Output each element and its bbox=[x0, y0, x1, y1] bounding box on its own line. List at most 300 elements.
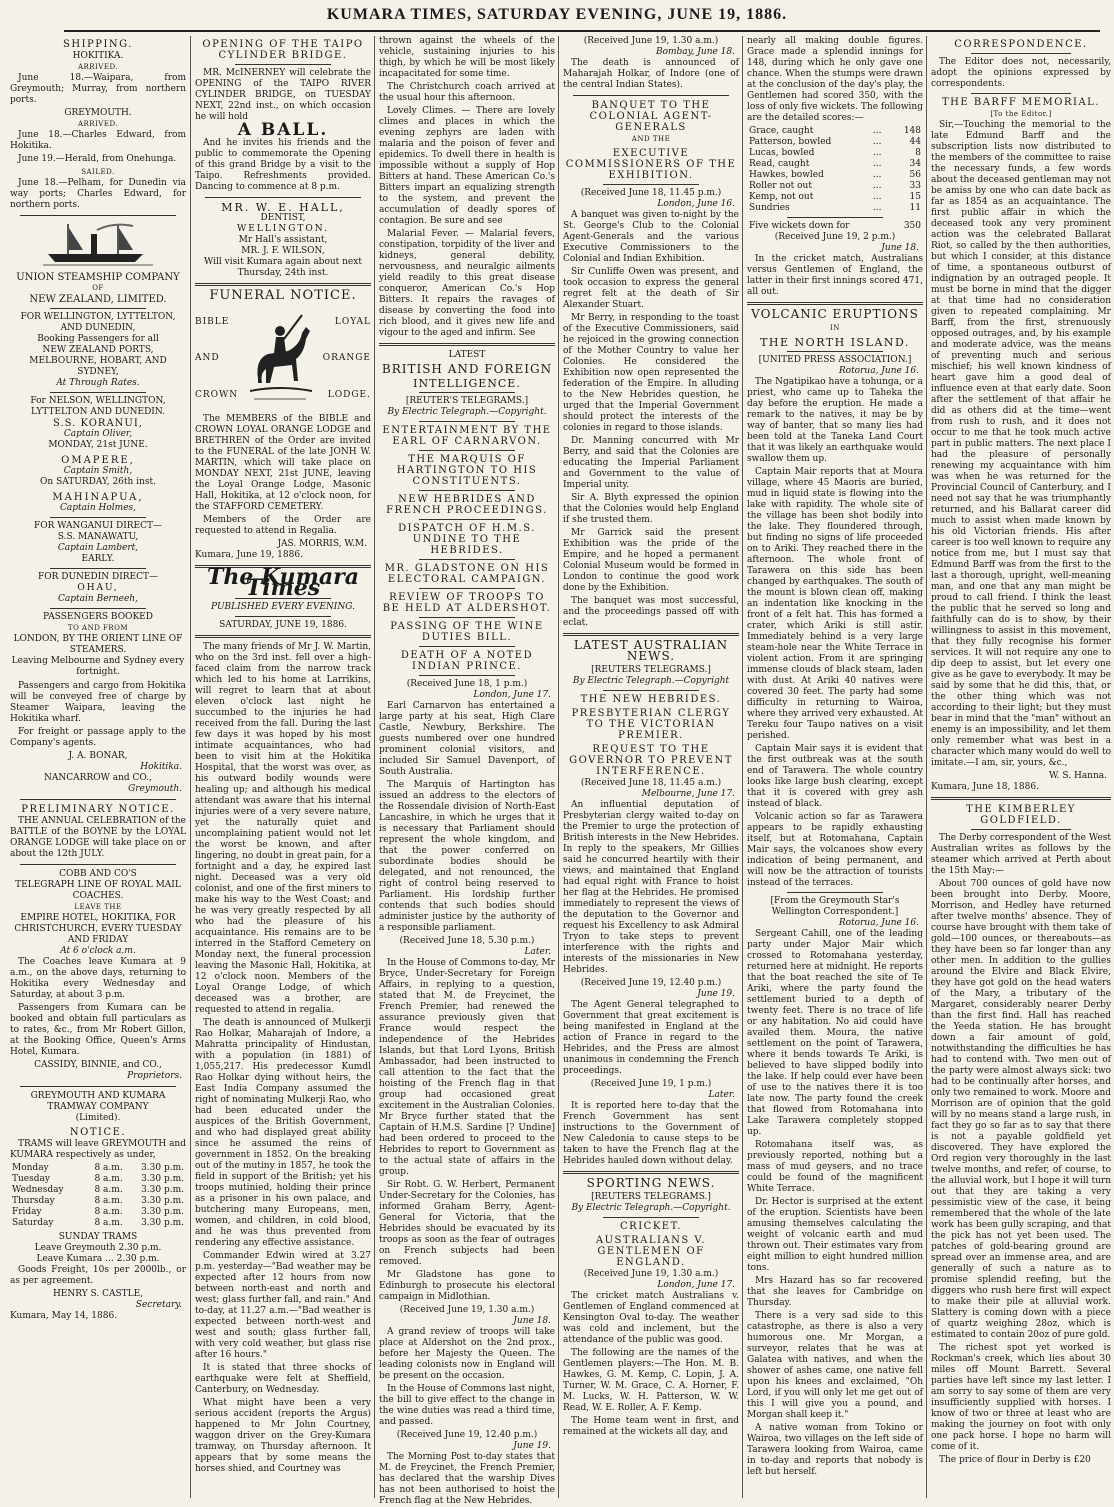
tram-cell: Monday bbox=[12, 1163, 49, 1173]
united-press-label: [UNITED PRESS ASSOCIATION.] bbox=[758, 355, 912, 365]
total-label: Five wickets down for bbox=[749, 221, 850, 231]
divider bbox=[235, 64, 331, 65]
divider bbox=[419, 450, 515, 451]
editor-disclaimer: The Editor does not, necessarily, adopt the opinions expressed by correspondents. bbox=[931, 57, 1111, 89]
column-4 bbox=[558, 36, 739, 1498]
prelim-heading: PRELIMINARY NOTICE. bbox=[21, 804, 175, 815]
tram-timetable bbox=[10, 1163, 186, 1229]
ship-name: OHAU, bbox=[77, 583, 119, 593]
dateline: Melbourne, June 17. bbox=[641, 789, 735, 799]
score-cell: Patterson, bowled bbox=[749, 137, 832, 147]
arrived-label: ARRIVED. bbox=[77, 120, 119, 128]
divider bbox=[205, 197, 361, 198]
british-foreign-heading: BRITISH AND FOREIGN bbox=[381, 362, 553, 376]
column-5 bbox=[742, 36, 923, 1498]
ship-captain: Captain Oliver, bbox=[63, 429, 133, 439]
divider bbox=[419, 588, 515, 589]
dentist-title: DENTIST, bbox=[260, 213, 306, 223]
score-row bbox=[747, 137, 923, 148]
sunday-kumara: Leave Kumara ... 2.30 p.m. bbox=[36, 1254, 160, 1264]
taipo-heading: OPENING OF THE TAIPO CYLINDER BRIDGE. bbox=[202, 39, 364, 61]
volcanic-p10: A native woman from Tokino or Wairoa, two villages on the left side of Tarawera looking from Wairoa, came in to-day and reports that nobody is left but herself. bbox=[747, 1423, 923, 1477]
volcanic-heading: VOLCANIC ERUPTIONS bbox=[751, 307, 919, 321]
holkar-paragraph: The death is announced of Maharajah Holkar, of Indore (one of the central Indian States). bbox=[563, 58, 739, 90]
score-cell: Lucas, bowled bbox=[749, 148, 815, 158]
score-cell: Read, caught bbox=[749, 159, 810, 169]
usc-route2: For NELSON, WELLINGTON, LYTTELTON AND DUNEDIN. bbox=[30, 396, 166, 417]
goods-freight: Goods Freight, 10s per 2000lb., or as per agreement. bbox=[10, 1265, 186, 1286]
cobb-proprietors-label: Proprietors. bbox=[127, 1071, 182, 1081]
funeral-heading: FUNERAL NOTICE. bbox=[209, 288, 357, 303]
divider bbox=[419, 421, 515, 422]
volcanic-p8: Mrs Hazard has so far recovered that she leaves for Cambridge on Thursday. bbox=[747, 1276, 923, 1308]
divider bbox=[563, 1171, 739, 1174]
kimberley-p4: The price of flour in Derby is £20 bbox=[939, 1455, 1091, 1465]
ship-date: On SATURDAY, 26th inst. bbox=[40, 477, 156, 487]
divider bbox=[603, 1217, 699, 1218]
kimberley-p2: About 700 ounces of gold have now been brought into Derby. Moore, Morrison, and Hedley have returned after twelve months' absence. They of course have brought with them take of gold—100 ounces, or thereabouts—as they have been so far longer than any other men. In addition to the gullies around the Elvire and Black Elvire, they have got gold on the head waters of the Mary, a tributary of the Margaret, considerably nearer Derby than the first find. Hall has reached the Yeeda station. He has brought down a fair amount of gold, notwithstanding the difficulties he has had to contend with. Two men out of the party were almost always sick: two had to be continually after horses, and only two remained to work. Moore and Morrison are of opinion that the gold will by no means stand a large rush, in fact they go so far as to say that there is not a payable goldfield yet discovered. They have explored the Ord region very thoroughly in the last twelve months, and refer, of course, to the alluvial work, but I hope it will turn out that they are taking a very pessimistic view of the case, it being remembered that the whole of the late work has been gully scraping, and that the pick has not yet been used. The patches of gold-bearing ground are spread over an immense area, and are generally of such a nature as to promise splendid reefing, but the diggers who rush here first will expect to make their pile at alluvial work. Slattery is coming down with a piece of quartz weighing 28oz, which is estimated to contain 20oz of pure gold. bbox=[931, 879, 1111, 1340]
new-hebrides-heading: THE NEW HEBRIDES. bbox=[580, 694, 722, 705]
horseman-emblem-icon bbox=[240, 309, 320, 409]
headline: DEATH OF A NOTED INDIAN PRINCE. bbox=[400, 650, 534, 672]
tram-cell: 3.30 p.m. bbox=[141, 1163, 184, 1173]
barff-letter: Sir,—Touching the memorial to the late Edmund Barff and the subscription lists now distributed to the members of the committee to raise the necessary funds, a few words about the deceased gentleman may not be amiss by one who can date back as far as 1854 as an acquaintance. The first public affair in which the deceased took any very prominent action was the celebrated Ballarat Riot, so called by the then authorities, but which I consider, at this distance of time, a spontaneous outburst of indignation by an outraged people. It must be borne in mind that the digger at that time had no consideration given to repeated complaining. Mr Barff, from the first, strenuously opposed outrages, and, by his example and moderate advice, was the means of preventing much and serious mischief; his well known kindness of heart gave him a good deal of influence even at that early date. Soon after the settlement of that affair he did as others did at the time—went from rush to rush, and it does not occur to me that he took much active part in public matters. The next place I had the pleasure of personally renewing my acquaintance with him was when he was returned for the Provincial Council of Canterbury, and I need not say that he was triumphantly returned, and his Ballarat career did much to assist when made known by his old Victorian friends. His after career is too well known to require any notice from me, but I must say that Edmund Barff was from the first to the last a thorough, upright, well-meaning man, and one that any man might be proud to call friend. I think the least the public that he served so long and faithfully can do is to show, by their willingness to assist in this movement, that they fully recognise his former services. It will not require any one to dip deep to assist, but let every one give as he gave to everybody. It may be said by some that he did this, that, or the other thing which was not according to their light; but they must bear in mind that the "man" without an enemy is an impossibility, and let them only remember what was best in a character which many would do well to imitate.—I am, sir, yours, &c., bbox=[931, 120, 1111, 768]
received-line: (Received June 18, 11.45 a.m.) bbox=[580, 778, 722, 788]
tram-row bbox=[10, 1185, 186, 1196]
route-dunedin: FOR DUNEDIN DIRECT— bbox=[37, 572, 159, 582]
ship-name: OMAPERE, bbox=[61, 455, 135, 466]
masthead-rule bbox=[64, 30, 1100, 32]
greymouth-heading: GREYMOUTH. bbox=[64, 108, 132, 118]
score-cell: 33 bbox=[909, 181, 921, 191]
dateline: London, June 17. bbox=[473, 690, 551, 700]
steamship-icon bbox=[43, 220, 153, 268]
hokitika-arrivals: June 18.—Waipara, from Greymouth; Murray, from northern ports. bbox=[10, 73, 186, 105]
divider bbox=[931, 797, 1111, 800]
lodge-word: ORANGE bbox=[322, 353, 371, 364]
divider bbox=[419, 490, 515, 491]
cobb-text: The Coaches leave Kumara at 9 a.m., on the above days, returning to Hokitika every Wednesday and Saturday, at about 3 p.m. bbox=[10, 957, 186, 1000]
score-cell: ... bbox=[872, 137, 882, 147]
lodge-word: BIBLE bbox=[195, 316, 230, 327]
morning-post-paragraph: The Morning Post to-day states that M. de Freycinet, the French Premier, has declared that the warship Dives has not been authorised to hoist the French flag at the New Hebrides. bbox=[379, 1452, 555, 1506]
dateline: Later. bbox=[524, 947, 551, 957]
banquet-p6: Mr Garrick said the present Exhibition was the pride of the Empire, and he hoped a permanent Colonial Museum would be formed in London to continue the good work done by the Exhibition. bbox=[563, 528, 739, 593]
received-line: (Received June 18, 11.45 p.m.) bbox=[580, 188, 722, 198]
tram-cell: 8 a.m. bbox=[94, 1196, 123, 1206]
scores-table bbox=[747, 126, 923, 214]
notice-date: Kumara, May 14, 1886. bbox=[10, 1311, 118, 1321]
masthead: KUMARA TIMES, SATURDAY EVENING, JUNE 19, 1886. bbox=[326, 6, 788, 23]
divider bbox=[787, 892, 883, 893]
volcanic-p4: Volcanic action so far as Tarawera appears to be rapidly exhausting itself, but at Rotomahana, Captain Mair says, the volcanoes show every indication of being permanent, and will now be the attraction of tourists instead of the terraces. bbox=[747, 812, 923, 888]
issue-date: SATURDAY, JUNE 19, 1886. bbox=[219, 620, 347, 630]
ship-date: MONDAY, 21st JUNE. bbox=[48, 440, 148, 450]
dateline: London, June 17. bbox=[657, 1280, 735, 1290]
freight-notice: For freight or passage apply to the Company's agents. bbox=[10, 727, 186, 748]
divider bbox=[971, 93, 1071, 94]
coach-paragraph: The Christchurch coach arrived at the usual hour this afternoon. bbox=[379, 82, 555, 103]
score-cell: 56 bbox=[909, 170, 921, 180]
divider bbox=[235, 616, 331, 617]
article-paragraph: The death is announced of Mulkerji Rao Holkar, Maharajah of Indore, a Mahratta principality of Hindustan, with a population (in 1881) of 1,055,217. His predecessor Kumdl Rao Holkar dying without heirs, the East India Company assumed the right of nominating Mulkerji Rao, who had been educated under the auspices of the British Government, and who had displayed great ability since he assumed the reins of government in 1852. On the breaking out of the mutiny in 1857, he took the field in support of the British; yet his troops mutinied, holding their prince as a prisoner in his own palace, and butchering many Europeans, men, women, and children, in cold blood, and he was thus prevented from rendering any effective assistance. bbox=[195, 1018, 371, 1248]
score-cell: Hawkes, bowled bbox=[749, 170, 824, 180]
deputation-paragraph: An influential deputation of Presbyterian clergy waited to-day on the Premier to urge the protection of British interests in the New Hebrides. In reply to the speakers, Mr Gillies said he concurred heartily with their views, and maintained that England had equal right with France to hoist her flag at the Hebrides. He promised immediately to represent the views of the deputation to the Governor and request his Excellency to ask Admiral Tryon to take steps to prevent interference with the rights and interests of the missionaries in New Hebrides. bbox=[563, 800, 739, 975]
tram-cell: 3.30 p.m. bbox=[141, 1207, 184, 1217]
divider bbox=[195, 283, 371, 286]
volcanic-p2: Captain Mair reports that at Moura village, where 45 Maoris are buried, mud in liquid state is flowing into the lake with rapidity. The whole site of the village has been shot bodily into the lake. They floundered through, but finding no signs of life proceeded on to Ariki. They reached there in the afternoon. The whole front of Tarawera on this side has been changed by earthquakes. The south of the mount is blown clean off, making an indentation like knocking in the front of a felt hat. This has formed a crater, which Ariki is still astir. Immediately behind is a very large steam-hole near the White Terrace in violent action. From it are springing immense clouds of black steam, laden with dust. At Ariki 40 natives were covered 30 feet. The party had some difficulty in returning to Wairoa, where they arrived very exhausted. At Tereku four Taupo natives on a visit perished. bbox=[747, 467, 923, 741]
divider bbox=[573, 95, 729, 96]
paper-title: The Kumara Times bbox=[206, 564, 360, 601]
column-1 bbox=[10, 36, 186, 1498]
presbyterian-heading: PRESBYTERIAN CLERGY TO THE VICTORIAN PREMIER. bbox=[571, 708, 731, 741]
tram-cell: Saturday bbox=[12, 1218, 54, 1228]
score-cell: Grace, caught bbox=[749, 126, 814, 136]
cricket-p1: The cricket match Australians v. Gentlemen of England commenced at Kensington Oval to-day. The weather was cold and inclement, but the attendance of the public was good. bbox=[563, 1291, 739, 1345]
reuters-label: [REUTERS TELEGRAMS.] bbox=[591, 665, 711, 675]
column-6 bbox=[926, 36, 1111, 1498]
divider bbox=[603, 184, 699, 185]
lodge-word: CROWN bbox=[195, 390, 239, 401]
cobb-subheading: TELEGRAPH LINE OF ROYAL MAIL COACHES. bbox=[15, 880, 181, 901]
received-line: (Received June 18, 1 p.m.) bbox=[406, 679, 528, 689]
divider bbox=[20, 799, 176, 800]
usc-of: OF bbox=[92, 284, 104, 292]
carnarvon-paragraph: Earl Carnarvon has entertained a large party at his seat, High Clare Castle, Newbury, Berkshire. The guests numbered over one hundred prominent colonial visitors, and included Sir Samuel Davenport, of South Australia. bbox=[379, 701, 555, 777]
score-row bbox=[747, 159, 923, 170]
agent-place: Hokitika. bbox=[140, 762, 182, 772]
divider bbox=[195, 635, 371, 638]
intelligence-heading: INTELLIGENCE. bbox=[413, 377, 521, 390]
cobb-leave: LEAVE THE bbox=[74, 903, 122, 911]
tram-row bbox=[10, 1196, 186, 1207]
article-paragraph: It is stated that three shocks of earthquake were felt at Sheffield, Canterbury, on Wednesday. bbox=[195, 1363, 371, 1395]
received-line: (Received June 18, 5.30 p.m.) bbox=[399, 936, 535, 946]
score-cell: ... bbox=[872, 126, 882, 136]
agent-name: J. A. BONAR, bbox=[68, 751, 128, 761]
headlines-list bbox=[379, 421, 555, 676]
divider bbox=[419, 392, 515, 393]
lodge-word: LODGE. bbox=[327, 390, 371, 401]
greymouth-arrivals: June 18.—Charles Edward, from Hokitika. bbox=[10, 130, 186, 151]
ship-captain: Captain Berneeh, bbox=[58, 594, 138, 604]
divider bbox=[50, 517, 146, 518]
divider bbox=[971, 829, 1071, 830]
volcanic-p6: Rotomahana itself was, as previously reported, nothing but a mass of mud geysers, and no trace could be found of the magnificent White Terrace. bbox=[747, 1140, 923, 1194]
divider bbox=[379, 343, 555, 346]
review-paragraph: A grand review of troops will take place at Aldershot on the 2nd prox., before her Majesty the Queen. The leading colonists now in England will be present on the occasion. bbox=[379, 1327, 555, 1381]
tram-limited: (Limited). bbox=[75, 1113, 121, 1123]
tram-row bbox=[10, 1174, 186, 1185]
score-cell: 44 bbox=[909, 137, 921, 147]
tram-cell: Thursday bbox=[12, 1196, 55, 1206]
dateline: June 18. bbox=[881, 243, 919, 253]
gladstone-paragraph: Mr Gladstone has gone to Edinburgh to prosecute his electoral campaign in Midlothian. bbox=[379, 1270, 555, 1302]
score-cell: Sundries bbox=[749, 203, 790, 213]
score-cell: ... bbox=[872, 203, 882, 213]
received-line: (Received June 19, 1.30 a.m.) bbox=[583, 1269, 719, 1279]
divider bbox=[50, 308, 146, 309]
lodge-left-words bbox=[195, 304, 238, 414]
dateline: London, June 16. bbox=[657, 199, 735, 209]
latest-australian-heading: LATEST AUSTRALIAN NEWS. bbox=[573, 638, 729, 663]
volcanic-p7: Dr. Hector is surprised at the extent of the eruption. Scientists have been amusing themselves calculating the weight of volcanic earth and mud thrown out. Their estimates vary from eight million to eight hundred million tons. bbox=[747, 1197, 923, 1273]
divider bbox=[50, 608, 146, 609]
received-line: (Received June 19, 2 p.m.) bbox=[774, 232, 896, 242]
article-paragraph: The many friends of Mr J. W. Martin, who on the 3rd inst. fell over a high-faced claim from the narrow track which led to his home at Larrikins, will regret to learn that at about eleven o'clock last night he succumbed to the injuries he had received from the fall. During the last few days it was hoped by his most intimate acquaintances, who had been to visit him at the Hokitika Hospital, that the worst was over, as his outward bodily wounds were healing up; and although his medical attendant was aware that his internal injuries were of a very severe nature, yet the naturally quiet and uncomplaining patient would not let the worst be known, and after lingering, no doubt in great pain, for a fortnight and a day, he expired last night. Deceased was a very old colonist, and one of the first miners to make his way to the West Coast; and he was very greatly respected by all who had the pleasure of his acquaintance. His remains are to be interred in the Stafford Cemetery on Monday next, the funeral procession leaving the Masonic Hall, Hokitika, at 12 o'clock noon. Members of the Loyal Orange Lodge, of which deceased was a brother, are requested to attend in regalia. bbox=[195, 642, 371, 1015]
headline: PASSING OF THE WINE DUTIES BILL. bbox=[390, 621, 544, 643]
cricket-match-heading: AUSTRALIANS V. GENTLEMEN OF ENGLAND. bbox=[595, 1235, 707, 1268]
passengers-booked: PASSENGERS BOOKED bbox=[43, 612, 153, 622]
headline: MR. GLADSTONE ON HIS ELECTORAL CAMPAIGN. bbox=[384, 563, 550, 585]
funeral-signature: JAS. MORRIS, W.M. bbox=[277, 539, 367, 549]
secretary-label: Secretary. bbox=[135, 1300, 182, 1310]
secretary-name: HENRY S. CASTLE, bbox=[52, 1289, 144, 1299]
ship-name: MAHINAPUA, bbox=[52, 492, 144, 503]
dentist-assistant: Mr Hall's assistant, bbox=[238, 235, 328, 245]
herbert-paragraph: Sir Robt. G. W. Herbert, Permanent Under-Secretary for the Colonies, has informed Graham Berry, Agent-General for Victoria, that the Hebrides should be evacuated by its troops as soon as the fear of outrages on French subjects had been removed. bbox=[379, 1180, 555, 1267]
funeral-text: The MEMBERS of the BIBLE and CROWN LOYAL ORANGE LODGE and BRETHREN of the Order are invited to the FUNERAL of the late JONH W. MARTIN, which will take place on MONDAY NEXT, 21st JUNE, leaving the Loyal Orange Lodge, Masonic Hall, Hokitika, at 12 o'clock noon, for the STAFFORD CEMETERY. bbox=[195, 414, 371, 512]
headline: DISPATCH OF H.M.S. UNDINE TO THE HEBRIDES. bbox=[398, 523, 536, 556]
score-cell: ... bbox=[872, 181, 882, 191]
received-line: (Received June 19, 12.40 p.m.) bbox=[396, 1430, 538, 1440]
cricket-result: In the cricket match, Australians versus Gentlemen of England, the latter in their first innings scored 471, all out. bbox=[747, 254, 923, 297]
divider bbox=[787, 217, 883, 218]
sailed-label: SAILED. bbox=[81, 168, 115, 176]
ship-captain: Captain Smith, bbox=[63, 466, 133, 476]
sunday-trams: SUNDAY TRAMS bbox=[58, 1232, 138, 1242]
kimberley-heading: THE KIMBERLEY GOLDFIELD. bbox=[966, 804, 1076, 826]
hokitika-heading: HOKITIKA. bbox=[72, 51, 124, 61]
dateline: June 18. bbox=[513, 1316, 551, 1326]
score-cell: 11 bbox=[909, 203, 921, 213]
cricket-heading: CRICKET. bbox=[620, 1221, 682, 1232]
hartington-paragraph: The Marquis of Hartington has issued an address to the electors of the Rossendale division of North-East Lancashire, in which he urges that it is necessary that Parliament should represent the whole kingdom, and that the power conferred on subordinate bodies should be delegated, and not renounced, the right of control being reserved to Parliament. His lordship further contends that such bodies should administer justice by the authority of a responsible parliament. bbox=[379, 780, 555, 933]
cobb-route: EMPIRE HOTEL, HOKITIKA, FOR CHRISTCHURCH, EVERY TUESDAY AND FRIDAY bbox=[14, 913, 182, 945]
score-row bbox=[747, 192, 923, 203]
score-row bbox=[747, 203, 923, 214]
reuters-label: [REUTER'S TELEGRAMS.] bbox=[405, 396, 529, 406]
score-row bbox=[747, 126, 923, 137]
tram-row bbox=[10, 1207, 186, 1218]
wine-duties-paragraph: In the House of Commons last night, the bill to give effect to the change in the wine duties was read a third time, and passed. bbox=[379, 1384, 555, 1427]
score-cell: 34 bbox=[909, 159, 921, 169]
kimberley-p1: The Derby correspondent of the West Australian writes as follows by the steamer which arrived at Perth about the 15th May:— bbox=[931, 833, 1111, 876]
score-cell: 148 bbox=[903, 126, 921, 136]
prelim-text: THE ANNUAL CELEBRATION of the BATTLE of the BOYNE by the LOYAL ORANGE LODGE will take place on or about the 12th JULY. bbox=[10, 816, 186, 859]
ship-captain: Captain Lambert, bbox=[57, 543, 139, 553]
agent-name: NANCARROW and CO., bbox=[44, 773, 152, 783]
divider bbox=[603, 690, 699, 691]
usc-rates: At Through Rates. bbox=[56, 378, 140, 388]
tram-heading: GREYMOUTH AND KUMARA TRAMWAY COMPANY bbox=[30, 1091, 166, 1112]
and-the: AND THE bbox=[631, 135, 671, 143]
tram-cell: Wednesday bbox=[12, 1185, 64, 1195]
score-row bbox=[747, 181, 923, 192]
tram-row bbox=[10, 1163, 186, 1174]
kimberley-p3: The richest spot yet worked is Rockman's creek, which lies about 30 miles off Mount Barrett. Several parties have left since my last letter. I am sorry to say some of them are very insufficiently supplied with horses. I know of two or three at least who are making the journey on foot with only one pack horse. I hope no harm will come of it. bbox=[931, 1343, 1111, 1452]
volcanic-p5: Sergeant Cahill, one of the leading party under Major Mair which crossed to Rotomahana yesterday, returned here at midnight. He reports that the boat reached the site of Te Ariki, where the party found the settlement buried to a depth of twenty feet. There is no trace of life or any habitation. No aid could have availed them. Moura, the native settlement on the point of Tarawera, where it bends towards Te Ariki, is believed to have slipped bodily into the lake. If help could ever have been of use to the natives there it is too late now. The party found the creek that flowed from Rotomahana into Lake Tarawera completely stopped up. bbox=[747, 929, 923, 1137]
banquet-p1: A banquet was given to-night by the St. George's Club to the Colonial Agent-Generals and the various Executive Commissioners to the Colonial and Indian Exhibition. bbox=[563, 210, 739, 264]
usc-route1: FOR WELLINGTON, LYTTELTON, AND DUNEDIN, bbox=[20, 312, 176, 333]
score-cell: ... bbox=[872, 192, 882, 202]
banquet-p2: Sir Cunliffe Owen was present, and took occasion to express the general regret felt at the death of Sir Alexander Stuart. bbox=[563, 267, 739, 310]
ball-text: And he invites his friends and the public to commemorate the Opening of this grand Bridge by a visit to the Taipo. Refreshments provided. Dancing to commence at 8 p.m. bbox=[195, 138, 371, 192]
lodge-right-words bbox=[323, 304, 371, 414]
ship-name: S.S. KORANUI, bbox=[53, 418, 143, 429]
banquet-p5: Sir A. Blyth expressed the opinion that the Colonies would help England if she trusted them. bbox=[563, 493, 739, 525]
dentist-name: MR. W. E. HALL, bbox=[221, 201, 345, 214]
divider bbox=[20, 1086, 176, 1087]
tram-cell: 3.30 p.m. bbox=[141, 1185, 184, 1195]
banquet-p4: Dr. Manning concurred with Mr Berry, and said that the Colonies are educating the Imperial Parliament and Government to the value of Imperial unity. bbox=[563, 436, 739, 490]
lovely-climes-ad: Lovely Climes. — There are lovely climes and places in which the evening zephyrs are laden with malaria and the poison of fever and epidemics. To dwell there in health is impossible without a supply of Hop Bitters at hand. These American Co.'s Bitters impart an equalizing strength to the system, and prevent the accumulation of deadly spores of contagion. Be sure and see bbox=[379, 106, 555, 226]
tram-cell: 3.30 p.m. bbox=[141, 1174, 184, 1184]
letter-signature: W. S. Hanna. bbox=[1049, 771, 1107, 781]
usc-nz: NEW ZEALAND, LIMITED. bbox=[29, 294, 167, 305]
received-line: (Received June 19, 1.30 a.m.) bbox=[583, 36, 719, 46]
ship-name: S.S. MANAWATU, bbox=[57, 532, 139, 542]
volcanic-in: IN bbox=[830, 324, 840, 332]
received-line: (Received June 19, 1 p.m.) bbox=[590, 1079, 712, 1089]
headline: NEW HEBRIDES AND FRENCH PROCEEDINGS. bbox=[386, 494, 548, 516]
divider bbox=[787, 351, 883, 352]
latest-label: LATEST bbox=[448, 350, 486, 360]
funeral-text-2: Members of the Order are requested to attend in Regalia. bbox=[195, 515, 371, 536]
tram-cell: Friday bbox=[12, 1207, 42, 1217]
malarial-fever-ad: Malarial Fever. — Malarial fevers, constipation, torpidity of the liver and kidneys, general debility, nervousness, and neuralgic ailments yield readily to this great disease conqueror, American Co.'s Hop Bitters. It repairs the ravages of disease by converting the food into rich blood, and it gives new life and vigour to the aged and infirm. See bbox=[379, 229, 555, 338]
cobb-time: At 6 o'clock a.m. bbox=[60, 946, 136, 956]
correspondence-heading: CORRESPONDENCE. bbox=[954, 39, 1088, 50]
sunday-greymouth: Leave Greymouth 2.30 p.m. bbox=[34, 1243, 162, 1253]
usc-ports: NEW ZEALAND PORTS, MELBOURNE, HOBART, AND SYDNEY, bbox=[29, 345, 167, 377]
divider bbox=[971, 53, 1071, 54]
score-row bbox=[747, 170, 923, 181]
taipo-text: MR. McINERNEY will celebrate the OPENING of the TAIPO RIVER CYLINDER BRIDGE, on TUESDAY NEXT, 22nd inst., on which occasion he will hold bbox=[195, 68, 371, 122]
ball-heading: A BALL. bbox=[237, 120, 329, 140]
greymouth-arrivals: June 19.—Herald, from Onehunga. bbox=[18, 154, 177, 164]
executive-heading: EXECUTIVE COMMISSIONERS OF THE EXHIBITION. bbox=[565, 148, 737, 181]
tram-cell: 8 a.m. bbox=[94, 1174, 123, 1184]
shipping-heading: SHIPPING. bbox=[63, 39, 133, 50]
cricket-p2: The following are the names of the Gentlemen players:—The Hon. M. B. Hawkes, G. M. Kemp, C. Lopin, J. A. Turner, W. M. Grace, C. A. Horner, F. M. Lucks, W. H. Patterson, W. W. Read, W. E. Roller, A. F. Kemp. bbox=[563, 1348, 739, 1413]
accident-continued: thrown against the wheels of the vehicle, sustaining injuries to his thigh, by which he will be most likely incapacitated for some time. bbox=[379, 36, 555, 79]
cricket-p3: The Home team went in first, and remained at the wickets all day, and bbox=[563, 1416, 739, 1437]
divider bbox=[419, 675, 515, 676]
banquet-heading: BANQUET TO THE COLONIAL AGENT-GENERALS bbox=[589, 100, 713, 133]
funeral-date: Kumara, June 19, 1886. bbox=[195, 550, 303, 560]
received-line: (Received June 19, 12.40 p.m.) bbox=[580, 978, 722, 988]
electric-telegraph-label: By Electric Telegraph.—Copyright bbox=[572, 676, 730, 686]
agent-place: Greymouth. bbox=[128, 784, 182, 794]
published-line: PUBLISHED EVERY EVENING. bbox=[211, 602, 355, 612]
headline: ENTERTAINMENT BY THE EARL OF CARNARVON. bbox=[382, 425, 552, 447]
cobb-proprietors: CASSIDY, BINNIE, and CO., bbox=[34, 1060, 162, 1070]
leading-article bbox=[195, 642, 371, 1475]
lodge-emblem-block bbox=[195, 304, 371, 414]
dentist-visit: Will visit Kumara again about next Thursday, 24th inst. bbox=[204, 257, 362, 278]
usc-booking: Booking Passengers for all bbox=[37, 334, 159, 344]
tram-cell: Tuesday bbox=[12, 1174, 50, 1184]
article-paragraph: Commander Edwin wired at 3.27 p.m. yesterday—"Bad weather may be expected after 12 hours from now between north-east and north and west; glass further fall, and rain." And to-day, at 11.27 a.m.—"Bad weather is expected between north-west and west and south; glass further fall, with very cold weather, but glass rise after 16 hours." bbox=[195, 1251, 371, 1360]
score-cell: 8 bbox=[915, 148, 921, 158]
lodge-word: LOYAL bbox=[334, 316, 371, 327]
score-cell: 15 bbox=[909, 192, 921, 202]
commons-paragraph: In the House of Commons to-day, Mr Bryce, Under-Secretary for Foreign Affairs, in replying to a question, stated that M. de Freycinet, the French Premier, had renewed the assurance previously given that France would respect the independence of the Hebrides Islands, but that Lord Lyons, British Ambassador, had been instructed to call attention to the fact that the hoisting of the French flag in that group had occasioned great excitement in the Australian Colonies. Mr Bryce further stated that the Captain of H.M.S. Sardine [? Undine] had been ordered to proceed to the Hebrides to report to Government as to the actual state of affairs in the group. bbox=[379, 958, 555, 1177]
usc-title: UNION STEAMSHIP COMPANY bbox=[16, 272, 180, 283]
arrived-label: ARRIVED. bbox=[77, 63, 119, 71]
tram-cell: 8 a.m. bbox=[94, 1207, 123, 1217]
dateline: Bombay, June 18. bbox=[655, 47, 735, 57]
score-row bbox=[747, 148, 923, 159]
sporting-heading: SPORTING NEWS. bbox=[586, 1176, 716, 1190]
leaving: Leaving Melbourne and Sydney every fortnight. bbox=[11, 656, 185, 677]
cargo-notice: Passengers and cargo from Hokitika will be conveyed free of charge by Steamer Waipara, leaving the Hokitika wharf. bbox=[10, 681, 186, 724]
score-cell: Kemp, not out bbox=[749, 192, 814, 202]
agent-general-paragraph: The Agent General telegraphed to Government that great excitement is being manifested in England at the action of France in regard to the Hebrides, and the Press are almost unanimous in condemning the French proceedings. bbox=[563, 1000, 739, 1076]
score-cell: ... bbox=[872, 148, 882, 158]
banquet-p3: Mr Berry, in responding to the toast of the Executive Commissioners, said he rejoiced in the growing connection of the Mother Country to value her Colonies. He considered the Exhibition now open represented the federation of the Empire. In alluding to the New Hebrides question, he urged that the Imperial Government should protect the interests of the colonies in regard to those islands. bbox=[563, 313, 739, 433]
divider bbox=[20, 215, 176, 216]
dentist-city: WELLINGTON. bbox=[237, 224, 329, 234]
headline: REVIEW OF TROOPS TO BE HELD AT ALDERSHOT. bbox=[382, 592, 552, 614]
volcanic-p3: Captain Mair says it is evident that the first outbreak was at the south end of Tarawera. The whole country looks like large bush clearing, except that it is covered with grey ash instead of black. bbox=[747, 744, 923, 809]
column-2 bbox=[190, 36, 371, 1498]
dateline: June 19. bbox=[697, 989, 735, 999]
banquet-p7: The banquet was most successful, and the proceedings passed off with eclat. bbox=[563, 596, 739, 628]
score-cell: Roller not out bbox=[749, 181, 812, 191]
dateline: Rotorua, June 16. bbox=[838, 366, 919, 376]
letter-date: Kumara, June 18, 1886. bbox=[931, 782, 1039, 792]
reuters-label: [REUTERS TELEGRAMS.] bbox=[591, 1192, 711, 1202]
dateline: June 19. bbox=[513, 1441, 551, 1451]
french-gov-paragraph: It is reported here to-day that the French Government has sent instructions to the Government of New Caledonia to cause steps to be taken to have the French flag at the Hebrides hauled down without delay. bbox=[563, 1101, 739, 1166]
dateline: Rotorua, June 16. bbox=[838, 918, 919, 928]
columns bbox=[10, 36, 1111, 1506]
divider bbox=[747, 302, 923, 305]
divider bbox=[419, 646, 515, 647]
request-heading: REQUEST TO THE GOVERNOR TO PREVENT INTERFERENCE. bbox=[569, 744, 733, 777]
route-wanganui: FOR WANGANUI DIRECT— bbox=[33, 521, 162, 531]
dateline: Later. bbox=[708, 1090, 735, 1100]
tram-cell: 8 a.m. bbox=[94, 1218, 123, 1228]
headline: THE MARQUIS OF HARTINGTON TO HIS CONSTITUENTS. bbox=[396, 454, 538, 487]
tram-cell: 3.30 p.m. bbox=[141, 1218, 184, 1228]
article-paragraph: What might have been a very serious accident (reports the Argus) happened to Mr John Courtney, waggon driver on the Grey-Kumara tramway, on Thursday afternoon. It appears that by some means the horses shied, and Courtney was bbox=[195, 1398, 371, 1474]
divider bbox=[563, 633, 739, 636]
orient-line: LONDON, BY THE ORIENT LINE OF STEAMERS. bbox=[13, 634, 183, 655]
electric-telegraph-label: By Electric Telegraph.—Copyright. bbox=[571, 1203, 731, 1213]
north-island-heading: THE NORTH ISLAND. bbox=[760, 336, 910, 349]
scores-total bbox=[747, 221, 923, 232]
greymouth-sailed: June 18.—Pelham, for Dunedin via way ports; Charles Edward, for northern ports. bbox=[10, 178, 186, 210]
barff-heading: THE BARFF MEMORIAL. bbox=[941, 97, 1101, 108]
divider bbox=[419, 559, 515, 560]
cobb-heading: COBB AND CO'S bbox=[59, 869, 137, 879]
tram-notice: NOTICE. bbox=[69, 1127, 127, 1138]
cobb-text: Passengers from Kumara can be booked and obtain full particulars as to rates, &c., from Mr Robert Gillon, at the Booking Office, Queen's Arms Hotel, Kumara. bbox=[10, 1003, 186, 1057]
volcanic-p9: There is a very sad side to this catastrophe, as there is also a very humorous one. Mr Morgan, a surveyor, relates that he was at Galatea with natives, and when the shower of ashes came, one native fell upon his knees and exclaimed, "Oh Lord, if you will only let me get out of this I will give you a pound, and Morgan shall keep it." bbox=[747, 1311, 923, 1420]
volcanic-p1: The Ngatipikao have a tohunga, or a priest, who came up to Taheka the day before the eruption. He made a remark to the natives, it may be by way of banter, that so many lies had been told at the Taneka Land Court that it was likely an earthquake would swallow them up. bbox=[747, 377, 923, 464]
column-3 bbox=[374, 36, 555, 1506]
greymouth-star-label: [From the Greymouth Star's Wellington Correspondent.] bbox=[770, 896, 900, 917]
divider bbox=[50, 568, 146, 569]
tram-text: TRAMS will leave GREYMOUTH and KUMARA respectively as under, bbox=[10, 1139, 186, 1160]
to-editor: [To the Editor.] bbox=[990, 110, 1052, 118]
score-cell: ... bbox=[872, 159, 882, 169]
divider bbox=[20, 864, 176, 865]
received-line: (Received June 19, 1.30 a.m.) bbox=[399, 1305, 535, 1315]
